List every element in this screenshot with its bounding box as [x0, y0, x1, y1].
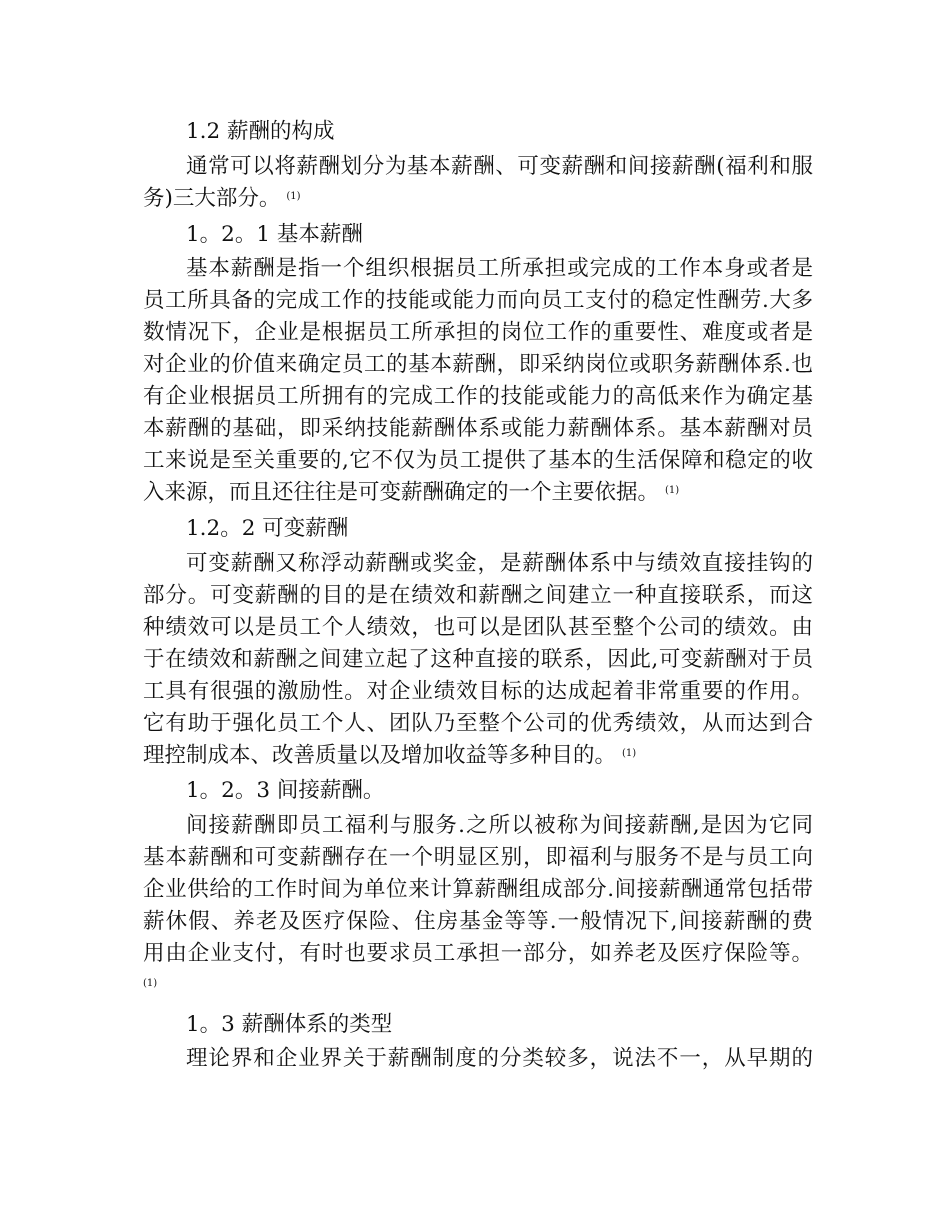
citation-mark: (1): [143, 978, 158, 989]
paragraph-line: 于在绩效和薪酬之间建立起了这种直接的联系，因此,可变薪酬对于员: [143, 647, 813, 672]
paragraph-line: [143, 478, 813, 508]
paragraph-line: [143, 741, 813, 771]
paragraph-line: 部分。可变薪酬的目的是在绩效和薪酬之间建立一种直接联系，而这: [143, 583, 813, 608]
paragraph-line: 基本薪酬是指一个组织根据员工所承担或完成的工作本身或者是: [186, 256, 813, 281]
paragraph-text: 入来源，而且还往往是可变薪酬确定的一个主要依据。: [143, 480, 660, 505]
paragraph-line: 理论界和企业界关于薪酬制度的分类较多，说法不一，从早期的: [186, 1046, 813, 1071]
paragraph-line: 对企业的价值来确定员工的基本薪酬，即采纳岗位或职务薪酬体系.也: [143, 352, 813, 377]
paragraph-line: 数情况下，企业是根据员工所承担的岗位工作的重要性、难度或者是: [143, 320, 813, 345]
paragraph-line: 薪休假、养老及医疗保险、住房基金等等.一般情况下,间接薪酬的费: [143, 909, 813, 934]
paragraph-text: 理控制成本、改善质量以及增加收益等多种目的。: [143, 743, 617, 768]
paragraph-line: 本薪酬的基础，即采纳技能薪酬体系或能力薪酬体系。基本薪酬对员: [143, 416, 813, 441]
paragraph-line: 基本薪酬和可变薪酬存在一个明显区别，即福利与服务不是与员工向: [143, 845, 813, 870]
paragraph-line: 它有助于强化员工个人、团队乃至整个公司的优秀绩效，从而达到合: [143, 711, 813, 736]
section-heading-1-2-1: 1。2。1 基本薪酬: [186, 222, 363, 247]
citation-mark: (1): [286, 191, 301, 202]
paragraph-line: 种绩效可以是员工个人绩效，也可以是团队甚至整个公司的绩效。由: [143, 615, 813, 640]
paragraph-line: 用由企业支付，有时也要求员工承担一部分，如养老及医疗保险等。: [143, 941, 813, 966]
citation-mark: (1): [665, 485, 680, 496]
paragraph-line: 可变薪酬又称浮动薪酬或奖金，是薪酬体系中与绩效直接挂钩的: [186, 551, 813, 576]
section-heading-1-2-2: 1.2。2 可变薪酬: [186, 516, 349, 541]
paragraph-text: 务)三大部分。: [143, 186, 281, 211]
paragraph-line: 工具有很强的激励性。对企业绩效目标的达成起着非常重要的作用。: [143, 679, 813, 704]
citation-mark: (1): [622, 748, 637, 759]
paragraph-line: 间接薪酬即员工福利与服务.之所以被称为间接薪酬,是因为它同: [186, 813, 813, 838]
paragraph-line: 有企业根据员工所拥有的完成工作的技能或能力的高低来作为确定基: [143, 384, 813, 409]
paragraph-line: [143, 184, 813, 214]
section-heading-1-2: 1.2 薪酬的构成: [186, 119, 335, 144]
paragraph-line: 通常可以将薪酬划分为基本薪酬、可变薪酬和间接薪酬(福利和服: [186, 154, 813, 179]
paragraph-line: 工来说是至关重要的,它不仅为员工提供了基本的生活保障和稳定的收: [143, 448, 813, 473]
section-heading-1-2-3: 1。2。3 间接薪酬。: [186, 778, 385, 803]
paragraph-line: 员工所具备的完成工作的技能或能力而向员工支付的稳定性酬劳.大多: [143, 288, 813, 313]
section-heading-1-3: 1。3 薪酬体系的类型: [186, 1012, 393, 1037]
paragraph-line: 企业供给的工作时间为单位来计算薪酬组成部分.间接薪酬通常包括带: [143, 877, 813, 902]
